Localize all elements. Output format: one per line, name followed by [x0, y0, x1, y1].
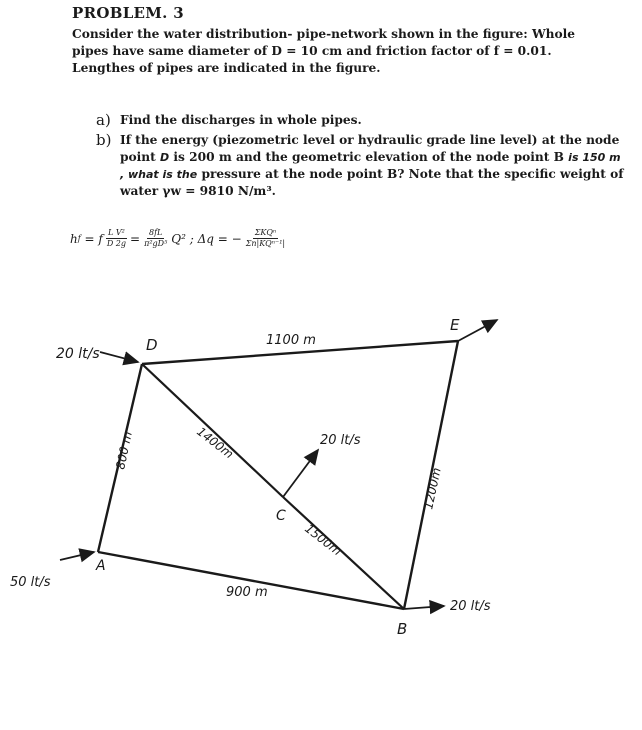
item-b-part2: is 200 m and the geometric elevation of the node point B	[173, 150, 564, 164]
hf-symbol: h	[70, 231, 78, 246]
item-b-handwritten: is 150 m , what is the	[120, 151, 621, 181]
item-b-part1: If the energy (piezometric level or hydraulic grade line level) at the node point	[120, 133, 620, 164]
flow-arrow-B-out	[404, 606, 444, 609]
problem-title: PROBLEM. 3	[72, 4, 184, 22]
flow-arrow-C-out	[283, 450, 318, 497]
pipe-CB	[283, 497, 404, 609]
flow-arrow-A-in	[60, 552, 94, 560]
item-b-marker: b)	[96, 131, 112, 149]
item-b-node: D	[160, 151, 170, 164]
flow-arrow-D-in	[100, 352, 138, 362]
node-E: E	[450, 316, 460, 334]
item-a-marker: a)	[96, 111, 111, 129]
pipe-DC	[142, 364, 283, 497]
eq1: = f	[84, 231, 103, 246]
problem-items	[96, 112, 626, 203]
q2-text: Q² ; Δq = −	[171, 231, 242, 246]
node-C: C	[276, 508, 286, 524]
item-b	[96, 132, 626, 200]
frac-1	[105, 228, 128, 249]
frac-2	[142, 228, 169, 249]
flow-arrow-E-out	[458, 320, 497, 341]
flow-B-out: 20 lt/s	[450, 599, 491, 614]
node-B: B	[397, 620, 408, 638]
frac-3	[244, 228, 287, 249]
length-CB: 1500m	[302, 521, 345, 559]
length-AB: 900 m	[226, 585, 268, 600]
frac-1-den: D 2g	[106, 239, 127, 248]
item-a	[96, 112, 626, 129]
frac-1-num: L V²	[108, 228, 125, 237]
frac-3-den: Σn|KQⁿ⁻¹|	[245, 239, 286, 248]
formula	[70, 228, 289, 249]
length-DA: 800 m	[113, 430, 135, 471]
pipe-AB	[98, 552, 404, 609]
problem-intro: Consider the water distribution- pipe-network shown in the figure: Whole pipes have same diameter of D = 10 cm and friction factor of f = 0.01. Lengthes of pipes are indicated in the figure.	[72, 27, 576, 75]
flow-C-out: 20 lt/s	[320, 433, 361, 448]
length-DE: 1100 m	[266, 333, 316, 348]
frac-3-num: ΣKQⁿ	[254, 228, 277, 237]
frac-2-den: π²gD⁵	[144, 239, 168, 248]
item-b-part3: pressure at the node point B? Note that the specific weight of water γw = 9810 N/m³.	[120, 167, 624, 198]
eq2: =	[130, 231, 141, 246]
item-b-text	[120, 132, 626, 200]
pipe-network-diagram	[0, 295, 642, 675]
length-EB: 1200m	[421, 466, 444, 511]
hf-sub: f	[77, 234, 81, 243]
node-A: A	[96, 558, 106, 574]
length-DC: 1400m	[194, 424, 237, 462]
frac-2-num: 8fL	[149, 228, 163, 237]
flow-D-in: 20 lt/s	[56, 346, 100, 362]
flow-A-in: 50 lt/s	[10, 575, 51, 590]
node-D: D	[146, 336, 158, 354]
item-a-text: Find the discharges in whole pipes.	[120, 113, 362, 127]
